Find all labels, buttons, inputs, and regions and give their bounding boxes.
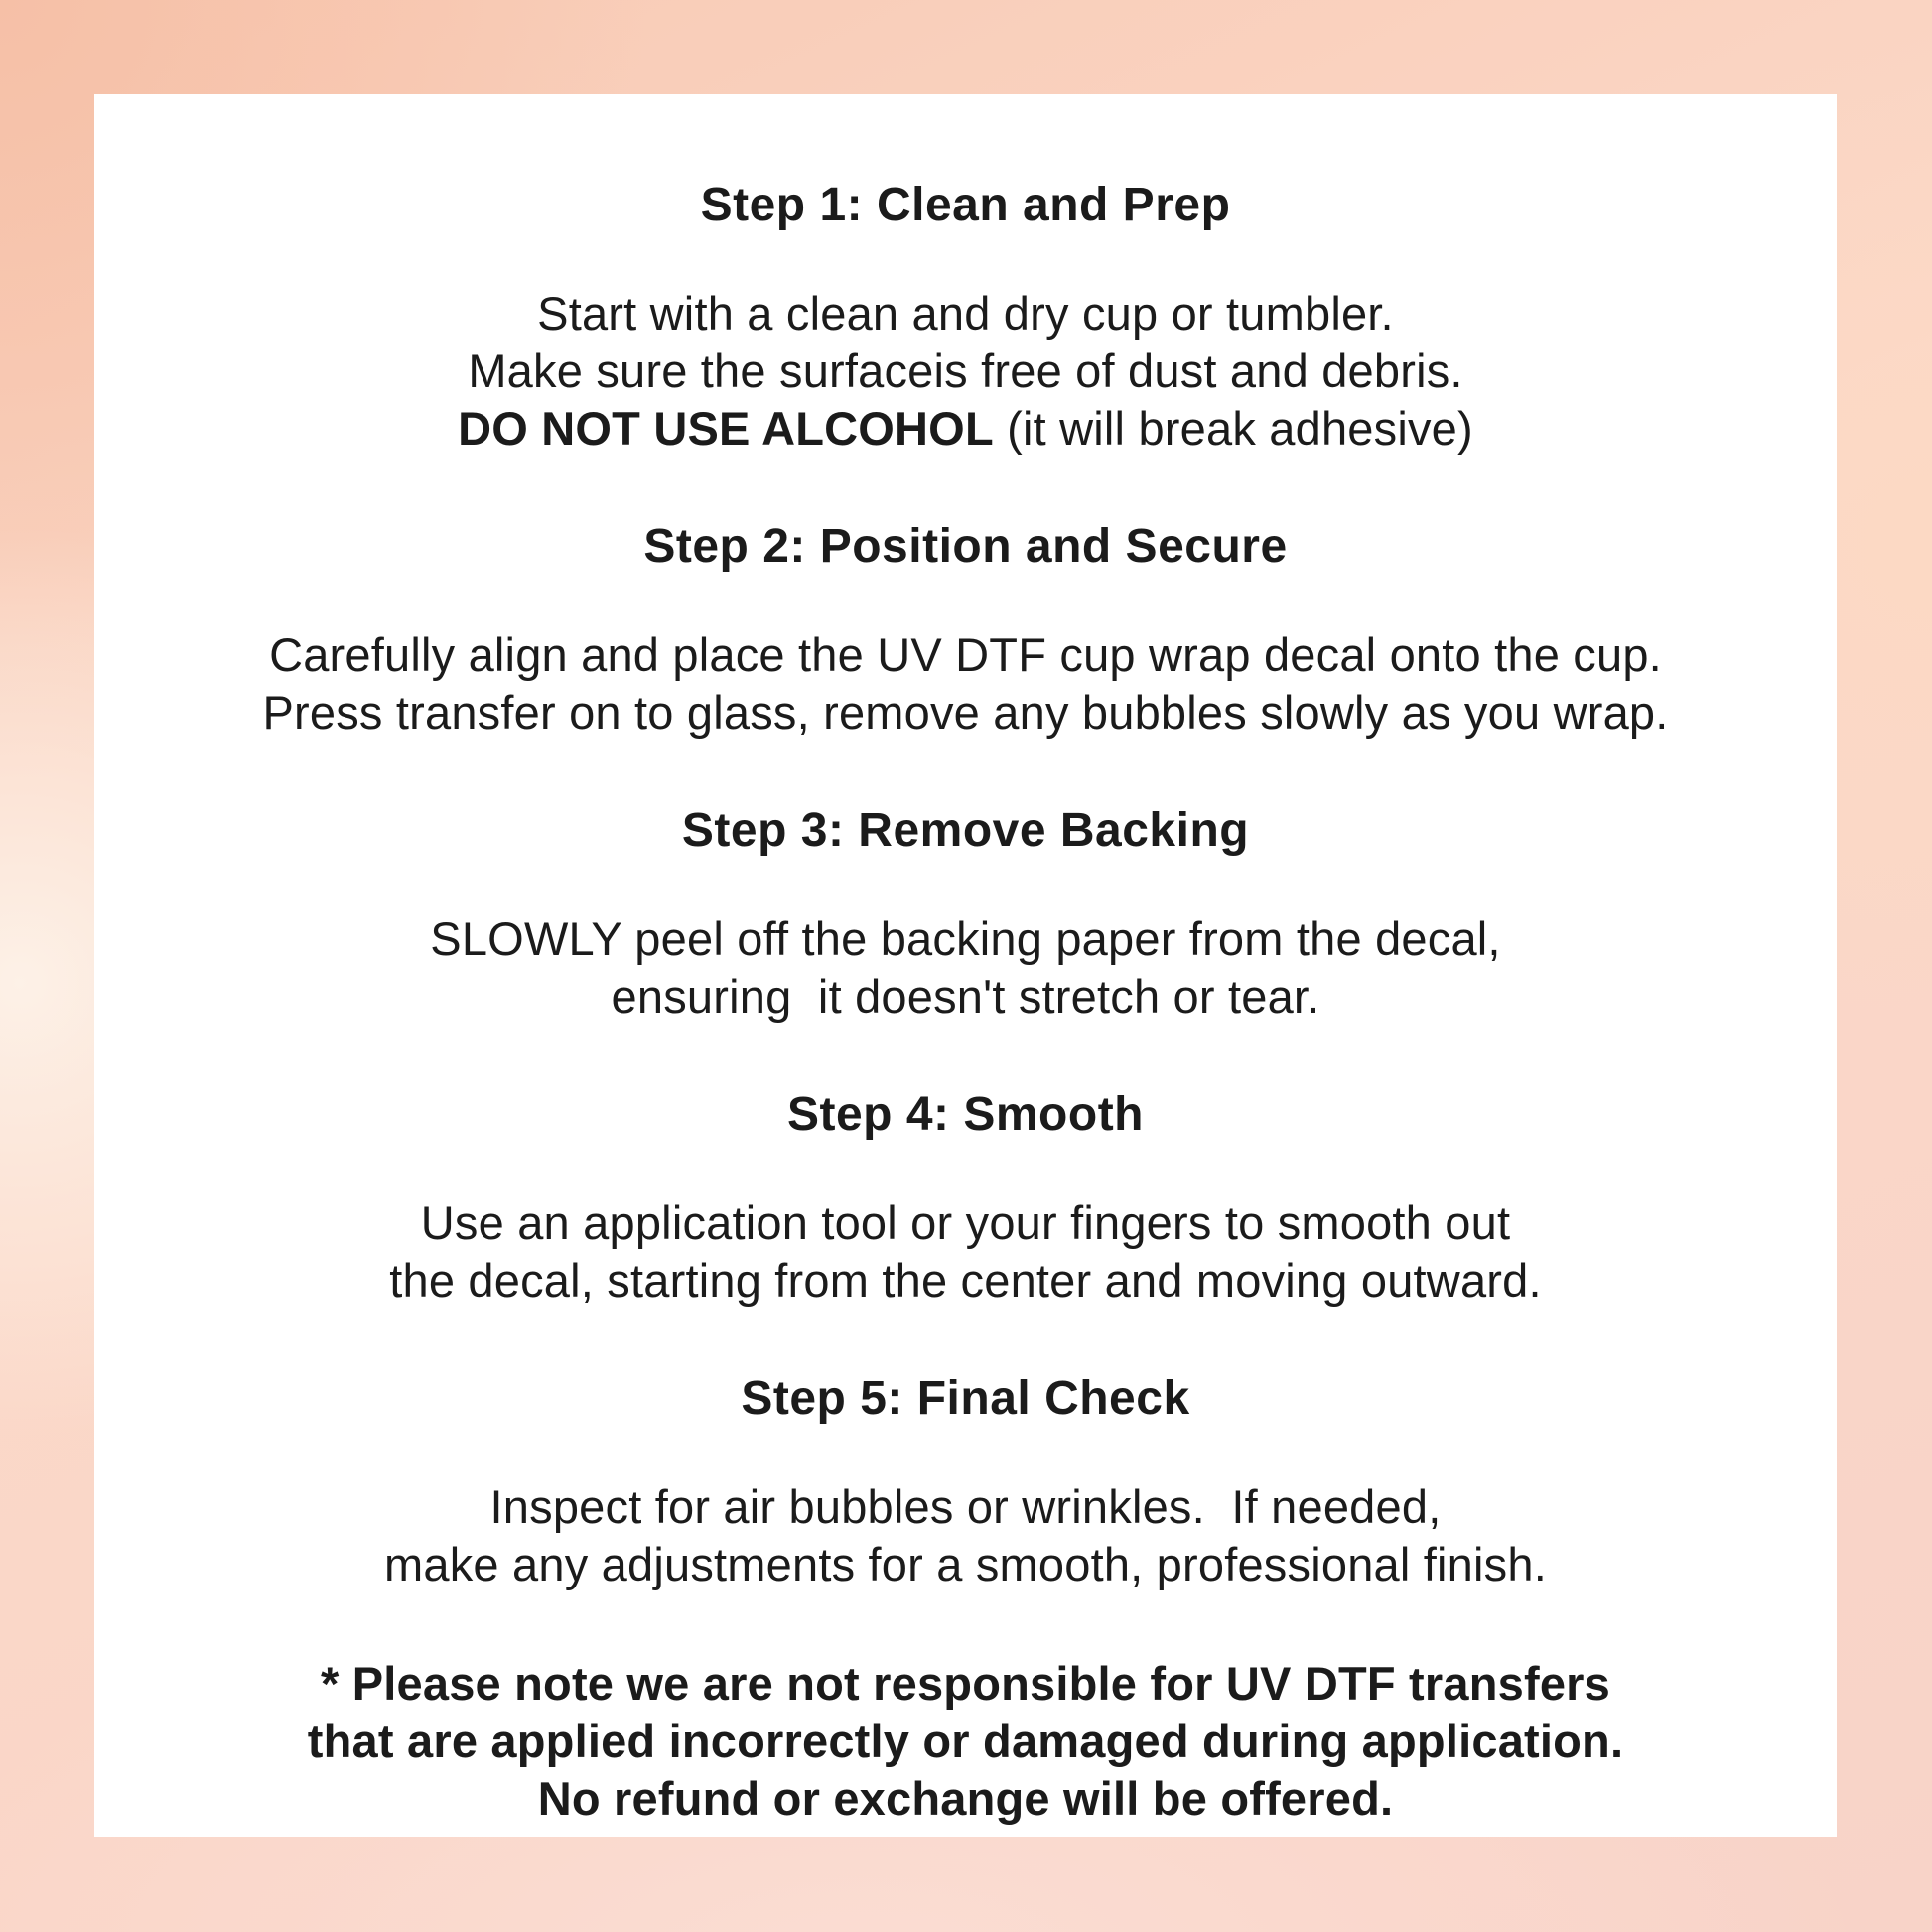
step-3-section [124,795,1807,1026]
instruction-line: Start with a clean and dry cup or tumbler. [537,287,1394,340]
instruction-line: Press transfer on to glass, remove any bubbles slowly as you wrap. [262,686,1669,739]
step-4-body [124,1194,1807,1310]
instruction-line-emphasis [124,400,1807,458]
instruction-panel [94,94,1837,1837]
alcohol-warning-regular: (it will break adhesive) [993,402,1473,455]
step-5-section [124,1363,1807,1593]
disclaimer-line: that are applied incorrectly or damaged during application. [307,1715,1624,1767]
step-4-heading: Step 4: Smooth [786,1088,1144,1141]
alcohol-warning-bold: DO NOT USE ALCOHOL [458,402,994,455]
step-5-body [124,1478,1807,1593]
disclaimer-line: No refund or exchange will be offered. [537,1772,1394,1825]
instruction-line: Make sure the surfaceis free of dust and debris. [468,345,1463,397]
step-1-body [124,285,1807,458]
step-1-section [124,170,1807,458]
instruction-line: Use an application tool or your fingers to smooth out [420,1196,1511,1249]
step-2-heading: Step 2: Position and Secure [643,520,1288,573]
step-2-body [124,626,1807,742]
step-3-body [124,910,1807,1026]
instruction-line: ensuring it doesn't stretch or tear. [611,970,1320,1023]
instruction-content [94,94,1837,1837]
instruction-line: Inspect for air bubbles or wrinkles. If needed, [489,1480,1442,1533]
step-4-section [124,1079,1807,1310]
step-2-section [124,511,1807,742]
instruction-line: SLOWLY peel off the backing paper from the decal, [430,912,1501,965]
instruction-line: make any adjustments for a smooth, professional finish. [384,1538,1547,1590]
instruction-line: the decal, starting from the center and moving outward. [389,1254,1542,1307]
instruction-line: Carefully align and place the UV DTF cup wrap decal onto the cup. [269,628,1662,681]
disclaimer-note [124,1655,1807,1828]
step-1-heading: Step 1: Clean and Prep [700,179,1231,231]
disclaimer-line: * Please note we are not responsible for UV DTF transfers [320,1657,1611,1710]
step-5-heading: Step 5: Final Check [741,1372,1190,1425]
step-3-heading: Step 3: Remove Backing [681,804,1250,857]
